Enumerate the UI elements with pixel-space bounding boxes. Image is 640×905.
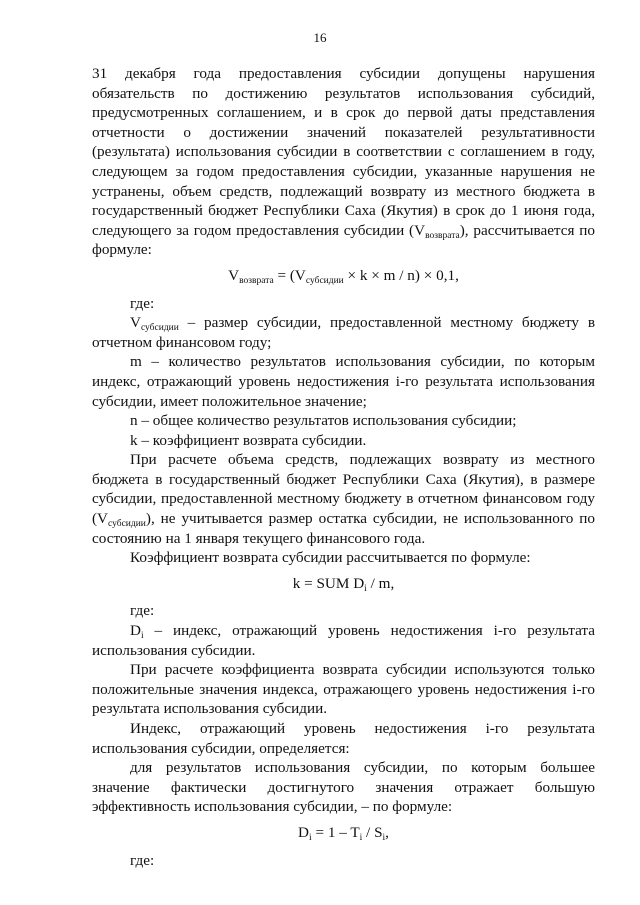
- formula-return-volume: $V_{возврата} = (V_{субсидии} \times k \times m / n) \times 0,1$,: [228, 266, 459, 286]
- formula-coefficient: k = SUM $D_i$ / m,: [292, 574, 395, 594]
- paragraph-index-case: для результатов использования субсидии, по которым большее значение фактически достигнутого значения отражает большую эффективность использования субсидии, – по формуле:: [92, 759, 595, 816]
- paragraph-coefficient-intro: Коэффициент возврата субсидии рассчитывается по формуле:: [130, 549, 531, 567]
- formula-index: $D_i = 1 - T_i / S_i$,: [298, 823, 389, 843]
- where-label: где:: [130, 602, 155, 620]
- definition-n: n – общее количество результатов использования субсидии;: [130, 412, 517, 430]
- where-label: где:: [130, 851, 155, 869]
- paragraph-calculation-note: При расчете объема средств, подлежащих возврату из местного бюджета в государственный бюджет Республики Саха (Якутия), в размере субсидии, предоставленной местному бюджету в отчетном финансовом году $(V_{субсидии})$, не учитывается размер остатка субсидии, не использованного по состоянию на 1 января текущего финансового года.: [92, 451, 595, 547]
- definition-v-subsidy: $V_{субсидии}$ – размер субсидии, предоставленной местному бюджету в отчетном финансовом году;: [92, 314, 595, 351]
- page-number: 16: [313, 30, 327, 45]
- paragraph-positive-values: При расчете коэффициента возврата субсидии используются только положительные значения индекса, отражающего уровень недостижения i-го результата использования субсидии.: [92, 661, 595, 718]
- definition-m: m – количество результатов использования субсидии, по которым индекс, отражающий уровень недостижения i-го результата использования субсидии, имеет положительное значение;: [92, 353, 595, 410]
- paragraph-index-definition: Индекс, отражающий уровень недостижения i-го результата использования субсидии, определяется:: [92, 720, 595, 757]
- where-label: где:: [130, 294, 155, 312]
- definition-k: k – коэффициент возврата субсидии.: [130, 431, 367, 449]
- document-body: [92, 64, 595, 870]
- definition-d: $D_i$ – индекс, отражающий уровень недостижения i-го результата использования субсидии.: [92, 622, 595, 659]
- paragraph-return-volume: 31 декабря года предоставления субсидии допущены нарушения обязательств по достижению результатов использования субсидий, предусмотренных соглашением, и в срок до первой даты представления отчетности о достижении значений показателей результативности (результата) использования субсидии в соответствии с соглашением в году, следующем за годом предоставления субсидии, указанные нарушения не устранены, объем средств, подлежащий возврату из местного бюджета в государственный бюджет Республики Саха (Якутия) в срок до 1 июня года, следующего за годом предоставления субсидии $(V_{возврата})$, рассчитывается по формуле:: [92, 65, 595, 259]
